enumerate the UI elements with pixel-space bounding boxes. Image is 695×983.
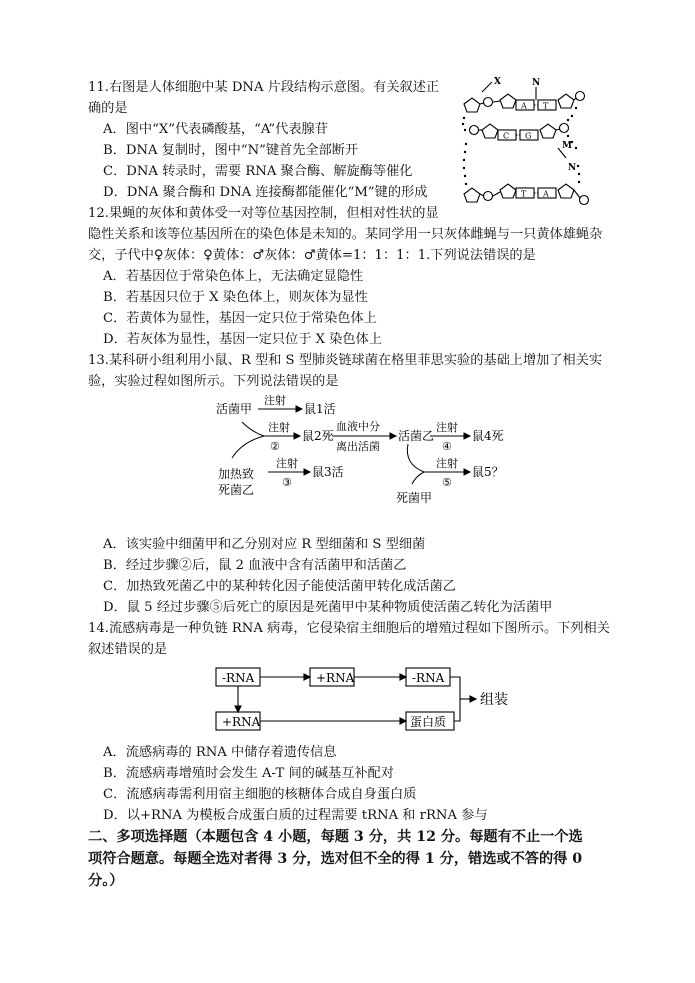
q13-stem-line1: 13.某科研小组利用小鼠、R 型和 S 型肺炎链球菌在格里菲思实验的基础上增加了相关实 (88, 353, 603, 368)
q12-stem-line1: 12.果蝇的灰体和黄体受一对等位基因控制，但相对性状的显 (88, 206, 439, 221)
flow-box1: -RNA (222, 671, 255, 685)
flow-box2: +RNA (316, 671, 355, 685)
q14-stem-line2: 叙述错误的是 (88, 642, 168, 657)
exp-dead-a: 死菌甲 (396, 491, 433, 505)
q12-stem-line2: 隐性关系和该等位基因所在的染色体是未知的。某同学用一只灰体雌蝇与一只黄体雄蝇杂 (88, 227, 603, 242)
q13-option-d: D．鼠 5 经过步骤⑤后死亡的原因是死菌甲中某种物质使活菌乙转化为活菌甲 (103, 600, 553, 615)
griffith-experiment-figure (212, 394, 512, 514)
q11-option-d: D．DNA 聚合酶和 DNA 连接酶都能催化“M”键的形成 (103, 185, 428, 200)
q12-option-d: D．若灰体为显性，基因一定只位于 X 染色体上 (103, 332, 382, 347)
q11-option-a: A．图中“X”代表磷酸基，“A”代表腺苷 (103, 122, 328, 137)
dna-x-label: X (494, 77, 501, 87)
exp-step4: ④ (442, 440, 452, 453)
section2-line3: 分。） (88, 873, 124, 889)
exp-inject-2: 注射 (268, 421, 290, 434)
exp-mouse1: 鼠1活 (304, 402, 336, 416)
q11-stem-line1: 11.右图是人体细胞中某 DNA 片段结构示意图。有关叙述正 (88, 80, 440, 95)
q13-option-c: C．加热致死菌乙中的某种转化因子能使活菌甲转化成活菌乙 (103, 579, 456, 594)
section2-line2: 项符合题意。每题全选对者得 3 分，选对但不全的得 1 分，错选或不答的得 0 (88, 851, 583, 867)
exp-mouse3: 鼠3活 (312, 465, 344, 479)
exp-inject-5: 注射 (436, 457, 458, 470)
q12-option-a: A．若基因位于常染色体上，无法确定显隐性 (103, 269, 364, 284)
dna-base-bottom-2: A (543, 189, 549, 199)
exp-step2: ② (270, 440, 280, 453)
q13-option-a: A．该实验中细菌甲和乙分别对应 R 型细菌和 S 型细菌 (103, 537, 426, 552)
influenza-replication-figure (212, 664, 532, 736)
dna-n-right-label: N (568, 163, 577, 173)
q14-stem-line1: 14.流感病毒是一种负链 RNA 病毒，它侵染宿主细胞后的增殖过程如下图所示。下列相关 (88, 621, 610, 636)
dna-base-top-2: T (543, 101, 549, 111)
dna-base-bottom-1: T (521, 189, 527, 199)
flow-box5: 蛋白质 (410, 715, 447, 729)
exp-mouse2: 鼠2死 (302, 429, 334, 443)
flow-box4: +RNA (222, 715, 261, 729)
exp-live-b: 活菌乙 (398, 429, 435, 443)
dna-base-mid-1: C (503, 131, 510, 141)
q14-option-b: B．流感病毒增殖时会发生 A-T 间的碱基互补配对 (103, 766, 394, 781)
q14-option-a: A．流感病毒的 RNA 中储存着遗传信息 (103, 745, 337, 760)
q11-stem-line2: 确的是 (88, 101, 128, 116)
dna-base-mid-2: G (525, 131, 532, 141)
exp-inject-1: 注射 (264, 394, 286, 407)
exp-blood: 血液中分 (336, 420, 380, 433)
flow-assemble: 组装 (480, 692, 508, 708)
exp-step5: ⑤ (442, 476, 452, 489)
exp-heat-1: 加热致 (218, 467, 255, 481)
exp-inject-4: 注射 (436, 421, 458, 434)
q13-option-b: B．经过步骤②后，鼠 2 血液中含有活菌甲和活菌乙 (103, 558, 407, 573)
flow-box3: -RNA (412, 671, 445, 685)
dna-m-label: M (562, 141, 572, 151)
exp-mouse5: 鼠5？ (472, 465, 504, 479)
section2-line1: 二、多项选择题（本题包含 4 小题，每题 3 分，共 12 分。每题有不止一个选 (88, 829, 583, 845)
dna-n-top-label: N (532, 78, 541, 88)
q12-stem-line3: 交，子代中♀灰体：♀黄体：♂灰体：♂黄体=1：1：1：1.下列说法错误的是 (88, 248, 536, 263)
q11-option-c: C．DNA 转录时，需要 RNA 聚合酶、解旋酶等催化 (103, 164, 413, 179)
exp-inject-3: 注射 (276, 457, 298, 470)
q14-option-c: C．流感病毒需利用宿主细胞的核糖体合成自身蛋白质 (103, 787, 417, 802)
dna-base-top-1: A (521, 101, 527, 111)
dna-structure-figure (452, 72, 602, 214)
q13-stem-line2: 验，实验过程如图所示。下列说法错误的是 (88, 374, 339, 389)
exp-live-a: 活菌甲 (216, 402, 253, 416)
q14-option-d: D．以+RNA 为模板合成蛋白质的过程需要 tRNA 和 rRNA 参与 (103, 808, 488, 823)
q12-option-c: C．若黄体为显性，基因一定只位于常染色体上 (103, 311, 377, 326)
exp-heat-2: 死菌乙 (218, 483, 255, 497)
exp-mouse4: 鼠4死 (472, 429, 504, 443)
exp-step3: ③ (282, 476, 292, 489)
exp-isolate: 离出活菌 (336, 440, 380, 453)
q12-option-b: B．若基因只位于 X 染色体上，则灰体为显性 (103, 290, 368, 305)
q11-option-b: B．DNA 复制时，图中“N”键首先全部断开 (103, 143, 359, 158)
